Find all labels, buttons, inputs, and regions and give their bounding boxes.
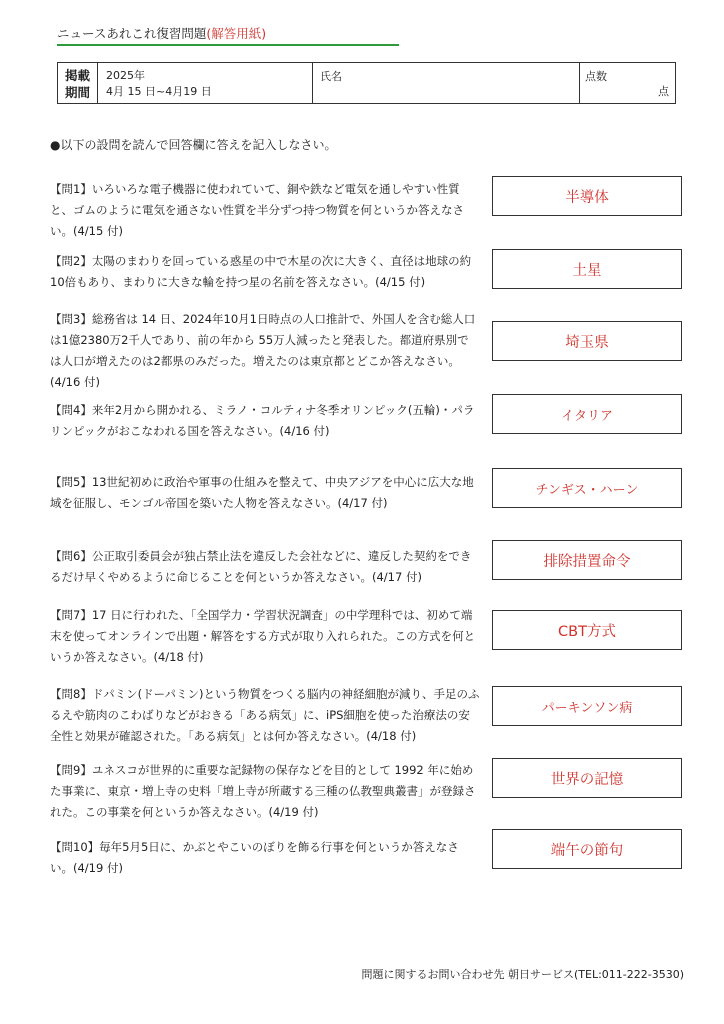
question-text: 太陽のまわりを回っている惑星の中で木星の次に大きく、直径は地球の約10倍もあり、まわりに大きな輪を持つ星の名前を答えなさい。(4/15 付) bbox=[50, 254, 472, 289]
answer-text: 半導体 bbox=[565, 189, 609, 206]
name-label: 氏名 bbox=[320, 70, 342, 83]
answer-text: パーキンソン病 bbox=[541, 700, 633, 716]
question-8 bbox=[50, 684, 480, 747]
question-text: ドパミン(ドーパミン)という物質をつくる脳内の神経細胞が減り、手足のふるえや筋肉のこわばりなどがおきる「ある病気」に、iPS細胞を使った治療法の安全性と効果が確認された。「ある病気」とは何か答えなさい。(4/18 付) bbox=[50, 687, 480, 743]
question-label: 【問6】 bbox=[50, 549, 92, 563]
score-label: 点数 bbox=[585, 70, 607, 83]
period-label bbox=[58, 63, 98, 103]
answer-box-7[interactable] bbox=[492, 610, 682, 650]
question-3 bbox=[50, 309, 480, 393]
question-label: 【問8】 bbox=[50, 687, 92, 701]
name-field[interactable] bbox=[313, 63, 580, 103]
instruction: ●以下の設問を読んで回答欄に答えを記入しなさい。 bbox=[50, 138, 337, 152]
period-label-line1: 掲載 bbox=[64, 68, 90, 83]
question-text: 総務省は 14 日、2024年10月1日時点の人口推計で、外国人を含む総人口は1億2380万2千人であり、前の年から 55万人減ったと発表した。都道府県別では人口が増えたのは2都県のみだった。増えたのは東京都とどこか答えなさい。(4/16 付) bbox=[50, 312, 476, 389]
question-label: 【問10】 bbox=[50, 840, 100, 854]
question-7 bbox=[50, 605, 480, 668]
question-5 bbox=[50, 472, 480, 514]
answer-box-3[interactable] bbox=[492, 321, 682, 361]
answer-box-9[interactable] bbox=[492, 758, 682, 798]
question-label: 【問3】 bbox=[50, 312, 92, 326]
answer-box-5[interactable] bbox=[492, 468, 682, 508]
answer-box-1[interactable] bbox=[492, 176, 682, 216]
question-4 bbox=[50, 400, 480, 442]
question-label: 【問1】 bbox=[50, 182, 92, 196]
title-paren-close: ) bbox=[261, 26, 267, 41]
question-text: ユネスコが世界的に重要な記録物の保存などを目的として 1992 年に始めた事業に、東京・増上寺の史料「増上寺が所蔵する三種の仏教聖典叢書」が登録された。この事業を何というか答えなさい。(4/19 付) bbox=[50, 763, 476, 819]
answer-box-10[interactable] bbox=[492, 829, 682, 869]
question-label: 【問7】 bbox=[50, 608, 92, 622]
question-label: 【問2】 bbox=[50, 254, 92, 268]
question-text: 公正取引委員会が独占禁止法を違反した会社などに、違反した契約をできるだけ早くやめるように命じることを何というか答えなさい。(4/17 付) bbox=[50, 549, 472, 584]
answer-text: 土星 bbox=[572, 262, 602, 279]
period-value bbox=[98, 63, 313, 103]
title-paren-open: ( bbox=[206, 26, 212, 41]
period-dates: 4月 15 日~4月19 日 bbox=[106, 85, 212, 98]
header-table bbox=[57, 62, 676, 104]
title-underline bbox=[57, 44, 399, 46]
answer-text: CBT方式 bbox=[558, 623, 616, 640]
contact-footer: 問題に関するお問い合わせ先 朝日サービス(TEL:011-222-3530) bbox=[361, 968, 684, 981]
answer-box-2[interactable] bbox=[492, 249, 682, 289]
answer-text: 端午の節句 bbox=[550, 842, 624, 859]
answer-box-6[interactable] bbox=[492, 540, 682, 580]
question-text: 13世紀初めに政治や軍事の仕組みを整えて、中央アジアを中心に広大な地域を征服し、モンゴル帝国を築いた人物を答えなさい。(4/17 付) bbox=[50, 475, 474, 510]
period-year: 2025年 bbox=[106, 69, 145, 82]
question-text: いろいろな電子機器に使われていて、銅や鉄など電気を通しやすい性質と、ゴムのように電気を通さない性質を半分ずつ持つ物質を何というか答えなさい。(4/15 付) bbox=[50, 182, 464, 238]
question-label: 【問5】 bbox=[50, 475, 92, 489]
answer-box-4[interactable] bbox=[492, 394, 682, 434]
answer-text: 世界の記憶 bbox=[550, 771, 624, 788]
question-label: 【問4】 bbox=[50, 403, 92, 417]
score-field[interactable] bbox=[580, 63, 675, 103]
answer-text: チンギス・ハーン bbox=[535, 482, 639, 498]
answer-box-8[interactable] bbox=[492, 686, 682, 726]
question-9 bbox=[50, 760, 480, 823]
score-unit: 点 bbox=[658, 85, 669, 98]
period-label-line2: 期間 bbox=[64, 85, 90, 100]
question-text: 毎年5月5日に、かぶとやこいのぼりを飾る行事を何というか答えなさい。(4/19 付) bbox=[50, 840, 459, 875]
question-2 bbox=[50, 251, 480, 293]
question-text: 17 日に行われた、「全国学力・学習状況調査」の中学理科では、初めて端末を使ってオンラインで出題・解答をする方式が取り入れられた。この方式を何というか答えなさい。(4/18 付) bbox=[50, 608, 476, 664]
answer-text: 排除措置命令 bbox=[543, 553, 631, 570]
page-title bbox=[57, 24, 266, 42]
question-label: 【問9】 bbox=[50, 763, 92, 777]
question-10 bbox=[50, 837, 480, 879]
question-1 bbox=[50, 179, 480, 242]
title-sub: 解答用紙 bbox=[211, 26, 262, 41]
question-6 bbox=[50, 546, 480, 588]
answer-text: 埼玉県 bbox=[565, 334, 609, 351]
question-text: 来年2月から開かれる、ミラノ・コルティナ冬季オリンピック(五輪)・パラリンピックがおこなわれる国を答えなさい。(4/16 付) bbox=[50, 403, 475, 438]
title-main: ニュースあれこれ復習問題 bbox=[57, 26, 207, 41]
answer-text: イタリア bbox=[560, 408, 613, 424]
